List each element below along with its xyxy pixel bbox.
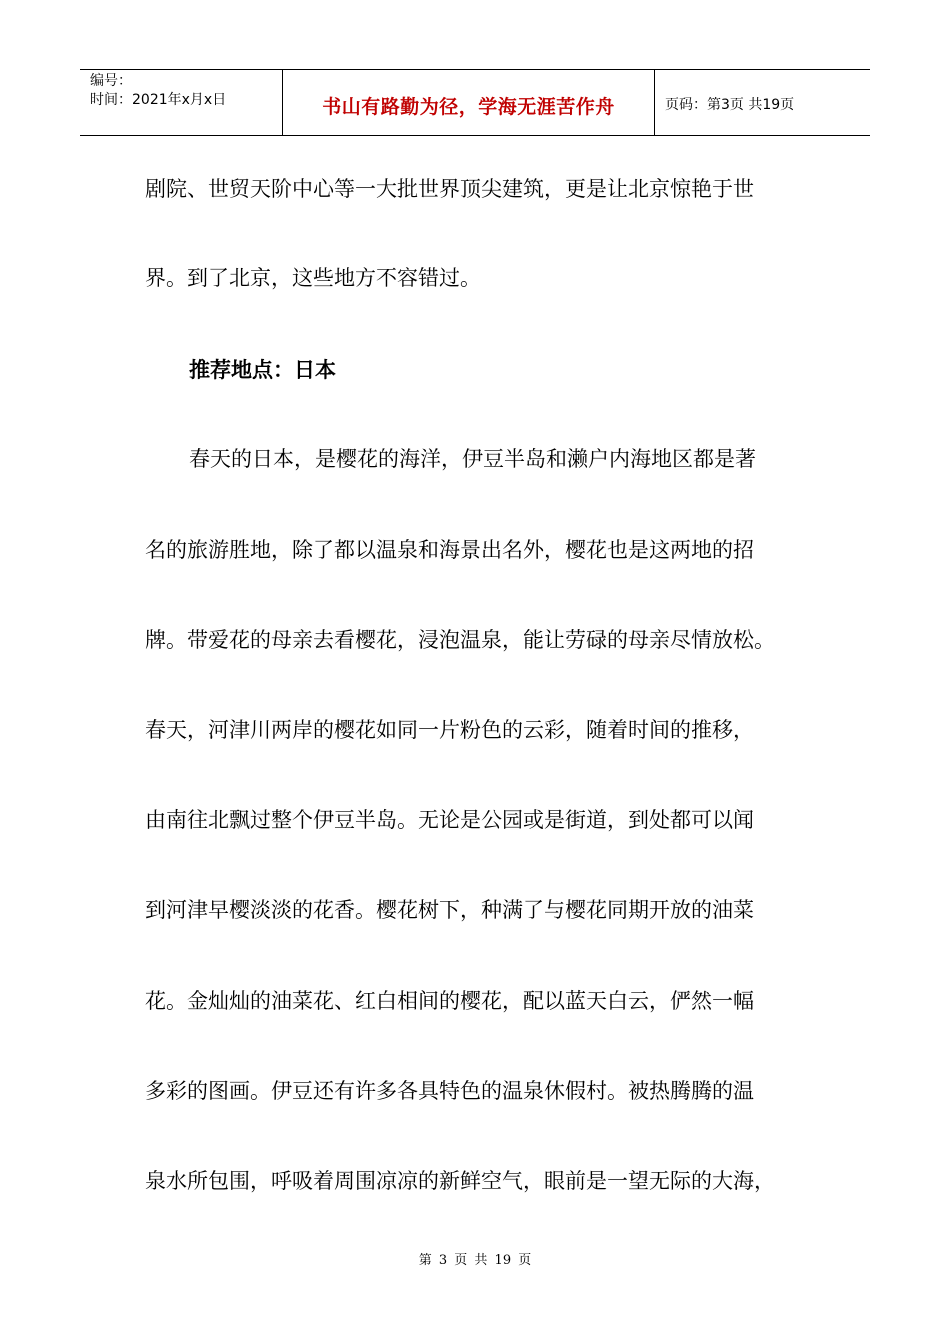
- paragraph-line: 牌。带爱花的母亲去看樱花，浸泡温泉，能让劳碌的母亲尽情放松。: [145, 628, 775, 652]
- paragraph-line: 剧院、世贸天阶中心等一大批世界顶尖建筑，更是让北京惊艳于世: [145, 177, 754, 201]
- paragraph-line: 多彩的图画。伊豆还有许多各具特色的温泉休假村。被热腾腾的温: [145, 1079, 754, 1103]
- paragraph-line: 春天的日本，是樱花的海洋，伊豆半岛和濑户内海地区都是著: [189, 447, 756, 471]
- paragraph-line: 春天，河津川两岸的樱花如同一片粉色的云彩，随着时间的推移，: [145, 718, 754, 742]
- document-number-label: 编号：: [90, 73, 132, 89]
- header-page-code: 页码：第3页 共19页: [665, 97, 795, 113]
- paragraph-line: 花。金灿灿的油菜花、红白相间的樱花，配以蓝天白云，俨然一幅: [145, 989, 754, 1013]
- paragraph-line: 到河津早樱淡淡的花香。樱花树下，种满了与樱花同期开放的油菜: [145, 898, 754, 922]
- section-heading: 推荐地点：日本: [189, 358, 336, 382]
- header-motto-cell: [283, 70, 655, 135]
- header-page-cell: [655, 70, 870, 135]
- header-motto: 书山有路勤为径，学海无涯苦作舟: [322, 96, 615, 118]
- paragraph-line: 泉水所包围，呼吸着周围凉凉的新鲜空气，眼前是一望无际的大海，: [145, 1169, 775, 1193]
- page-footer: 第 3 页 共 19 页: [418, 1253, 532, 1268]
- page-header: [80, 69, 870, 136]
- paragraph-line: 由南往北飘过整个伊豆半岛。无论是公园或是街道，到处都可以闻: [145, 808, 754, 832]
- paragraph-line: 界。到了北京，这些地方不容错过。: [145, 266, 481, 290]
- document-date: 时间：2021年x月x日: [90, 92, 227, 108]
- header-meta-cell: [80, 70, 283, 135]
- paragraph-line: 名的旅游胜地，除了都以温泉和海景出名外，樱花也是这两地的招: [145, 538, 754, 562]
